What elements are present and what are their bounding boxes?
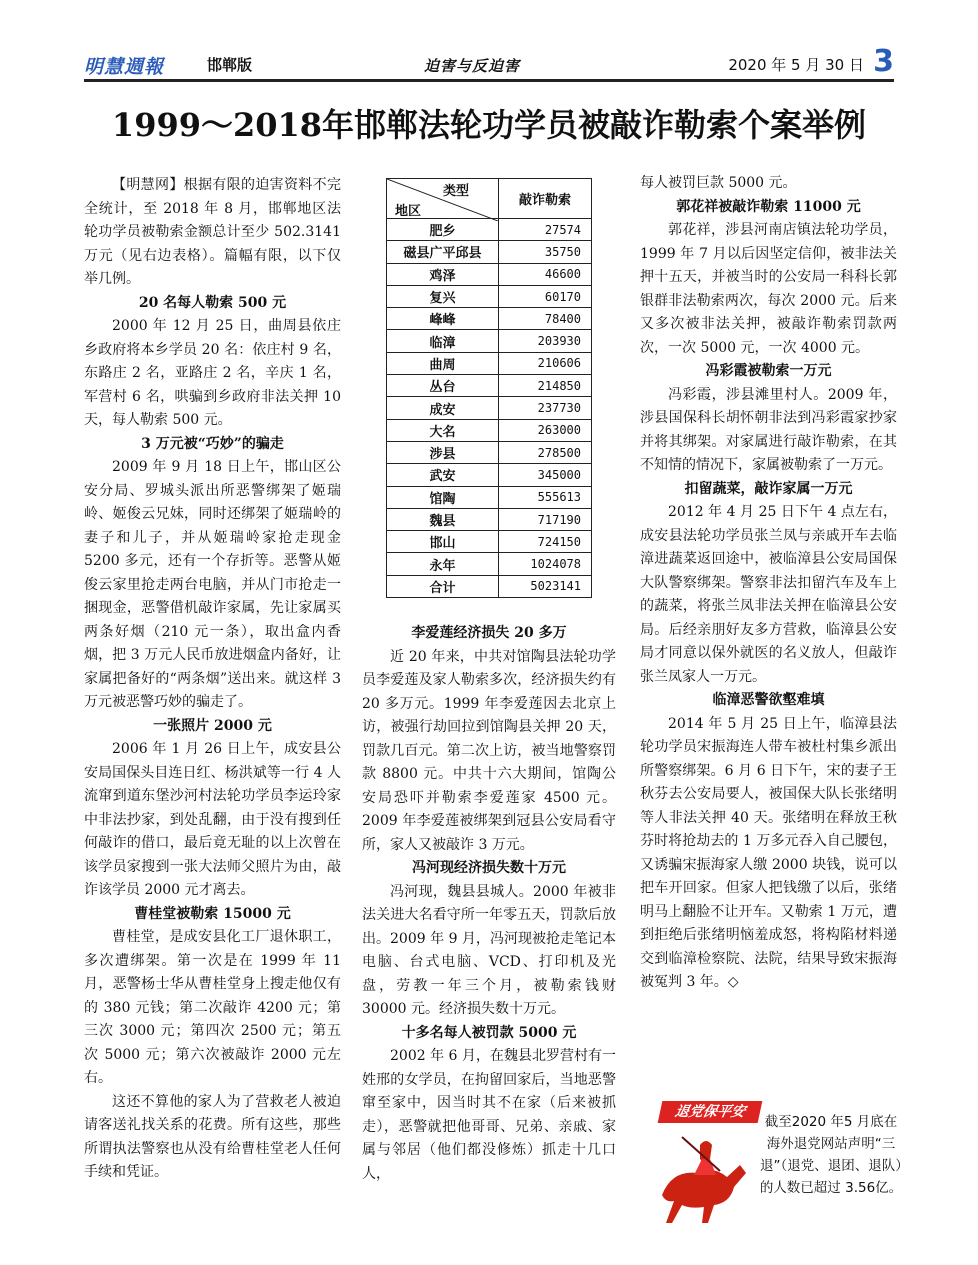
amount-cell: 46600 [499, 263, 592, 285]
issue-date: 2020 年 5 月 30 日 [728, 56, 864, 74]
promo-badge: 退党保平安 [658, 1101, 763, 1123]
paragraph: 冯彩霞，涉县滩里村人。2009 年，涉县国保科长胡怀朝非法到冯彩霞家抄家并将其绑架。对家属进行敲诈勒索，在其不知情的情况下，家属被勒索了一万元。 [640, 386, 897, 473]
region-cell: 曲周 [387, 352, 499, 374]
amount-cell: 263000 [499, 419, 592, 441]
region-cell: 大名 [387, 419, 499, 441]
table-row [387, 531, 592, 553]
table-row [387, 419, 592, 441]
table-row [387, 553, 592, 575]
table-row [387, 508, 592, 530]
intro-paragraph: 【明慧网】根据有限的迫害资料不完全统计，至 2018 年 8 月，邯郸地区法轮功学员被勒索金额总计至少 502.3141 万元（见右边表格）。篇幅有限，以下仅举几例。 [84, 177, 341, 287]
subhead: 曹桂堂被勒索 15000 元 [134, 905, 291, 922]
paragraph: 2000 年 12 月 25 日，曲周县依庄乡政府将本乡学员 20 名：依庄村 9 名，东路庄 2 名，亚路庄 2 名，辛庆 1 名，军营村 6 名，哄骗到乡政府非法关押 10 天，每人勒索 500 元。 [84, 318, 341, 428]
amount-cell: 5023141 [499, 575, 592, 597]
header-type: 类型 [443, 184, 470, 199]
amount-cell: 278500 [499, 441, 592, 463]
subhead: 郭花祥被敲诈勒索 11000 元 [676, 198, 861, 215]
amount-cell: 27574 [499, 219, 592, 241]
paragraph: 2012 年 4 月 25 日下午 4 点左右，成安县法轮功学员张兰凤与亲戚开车去临漳进蔬菜返回途中，被临漳县公安局国保大队警察绑架。警察非法扣留汽车及车上的蔬菜，将张兰凤非法关押在临漳县公安局。后经亲朋好友多方营救，临漳县公安局才同意以保外就医的名义放人，但敲诈张兰凤家人一万元。 [640, 504, 897, 685]
page-number: 3 [873, 44, 894, 79]
table-diagonal-header [387, 179, 499, 219]
subhead: 扣留蔬菜，敲诈家属一万元 [684, 480, 853, 497]
paragraph: 2014 年 5 月 25 日上午，临漳县法轮功学员宋振海连人带车被杜村集乡派出所警察绑架。6 月 6 日下午，宋的妻子王秋芬去公安局要人，被国保大队长张绪明等人非法关押 40 天。张绪明在释放王秋芬时将抢劫去的 1 万多元吞入自己腰包，又诱骗宋振海家人缴 2000 块钱，说可以把车开回家。但家人把钱缴了以后，张绪明马上翻脸不让开车。又勒索 1 万元，遭到拒绝后张绪明恼羞成怒，将构陷材料递交到临漳检察院、法院，结果导致宋振海被冤判 3 年。◇ [640, 715, 897, 990]
table-row [387, 575, 592, 597]
paragraph: 冯河现，魏县县城人。2000 年被非法关进大名看守所一年零五天，罚款后放出。2009 年 9 月，冯河现被抢走笔记本电脑、台式电脑、VCD、打印机及光盘，劳教一年三个月，被勒索钱财 30000 元。经济损失数十万元。 [362, 883, 616, 1017]
amount-cell: 1024078 [499, 553, 592, 575]
amount-cell: 78400 [499, 308, 592, 330]
page-header [84, 44, 894, 80]
region-cell: 永年 [387, 553, 499, 575]
column-3 [640, 172, 897, 995]
region-cell: 成安 [387, 397, 499, 419]
table-row [387, 308, 592, 330]
paragraph: 这还不算他的家人为了营救老人被迫请客送礼找关系的花费。所有这些，那些所谓执法警察也从没有给曹桂堂老人任何手续和凭证。 [84, 1093, 341, 1180]
subhead: 3 万元被“巧妙”的骗走 [141, 435, 284, 452]
edition-label: 邯郸版 [207, 56, 253, 74]
amount-cell: 210606 [499, 352, 592, 374]
header-amount: 敲诈勒索 [499, 179, 592, 219]
amount-cell: 60170 [499, 285, 592, 307]
promo-text: 截至2020 年5 月底在海外退党网站声明“三退”（退党、退团、退队）的人数已超过 3.56亿。 [759, 1114, 903, 1196]
subhead: 李爱莲经济损失 20 多万 [411, 625, 567, 641]
table-row [387, 375, 592, 397]
region-cell: 峰峰 [387, 308, 499, 330]
paragraph: 2009 年 9 月 18 日上午，邯山区公安分局、罗城头派出所恶警绑架了姬瑞岭、姬俊云兄妹，同时还绑架了姬瑞岭的妻子和儿子，并从姬瑞岭家抢走现金 5200 多元，还有一个存折等。恶警从姬俊云家里抢走两台电脑，并从门市抢走一捆现金，恶警借机敲诈家属，先让家属买两条好烟（210 元一条），取出盒内香烟，把 3 万元人民币放进烟盒内备好，让家属把备好的“两条烟”送出来。就这样 3 万元被恶警巧妙的骗走了。 [84, 459, 341, 710]
region-cell: 丛台 [387, 375, 499, 397]
paragraph: 曹桂堂，是成安县化工厂退休职工，多次遭绑架。第一次是在 1999 年 11 月，恶警杨士华从曹桂堂身上搜走他仅有的 380 元钱；第二次敲诈 4200 元；第三次 3000 元；第四次 2500 元；第五次 5000 元；第六次被敲诈 2000 元左右。 [84, 929, 341, 1086]
amount-cell: 214850 [499, 375, 592, 397]
paragraph: 郭花祥，涉县河南店镇法轮功学员，1999 年 7 月以后因坚定信仰，被非法关押十五天，并被当时的公安局一科科长郭银群非法勒索两次，每次 2000 元。后来又多次被非法关押，被敲诈勒索罚款两次，一次 5000 元，一次 4000 元。 [640, 222, 897, 356]
table-row [387, 219, 592, 241]
paragraph: 2006 年 1 月 26 日上午，成安县公安局国保头目连日红、杨洪斌等一行 4 人流窜到道东堡沙河村法轮功学员李运玲家中非法抄家，到处乱翻，由于没有搜到任何敲诈的借口，最后竟无耻的以上次曾在该学员家搜到一张大法师父照片为由，敲诈该学员 2000 元才离去。 [84, 741, 341, 898]
table-row [387, 263, 592, 285]
subhead: 冯河现经济损失数十万元 [412, 860, 566, 876]
amount-cell: 35750 [499, 241, 592, 263]
paragraph: 近 20 年来，中共对馆陶县法轮功学员李爱莲及家人勒索多次，经济损失约有 20 多万元。1999 年李爱莲因去北京上访，被强行劫回拉到馆陶县关押 20 天，罚款几百元。第二次上访，被当地警察罚款 8800 元。中共十六大期间，馆陶公安局恐吓并勒索李爱莲家 4500 元。2009 年李爱莲被绑架到冠县公安局看守所，家人又被敲诈 3 万元。 [362, 648, 616, 853]
table-row [387, 441, 592, 463]
column-1 [84, 174, 341, 1185]
subhead: 临漳恶警欲壑难填 [712, 692, 825, 708]
region-cell: 魏县 [387, 508, 499, 530]
paragraph: 2002 年 6 月，在魏县北罗营村有一姓邢的女学员，在拘留回家后，当地恶警窜至家中，因当时其不在家（后来被抓走），恶警就把他哥哥、兄弟、亲戚、家属与邻居（他们都没修炼）抓走十几口人， [362, 1048, 616, 1182]
region-cell: 馆陶 [387, 486, 499, 508]
paragraph: 每人被罚巨款 5000 元。 [640, 175, 797, 191]
table-row [387, 464, 592, 486]
section-title: 迫害与反迫害 [424, 57, 521, 75]
quit-party-promo [640, 1093, 902, 1213]
header-rule [84, 79, 894, 82]
table-row [387, 352, 592, 374]
brand-logo: 明慧週報 [84, 56, 165, 78]
headline: 1999～2018年邯郸法轮功学员被敲诈勒索个案举例 [111, 106, 867, 144]
region-cell: 磁县广平邱县 [387, 241, 499, 263]
region-cell: 鸡泽 [387, 263, 499, 285]
region-cell: 武安 [387, 464, 499, 486]
column-2 [362, 622, 616, 1186]
amount-cell: 724150 [499, 531, 592, 553]
amount-cell: 203930 [499, 330, 592, 352]
table-row [387, 330, 592, 352]
region-cell: 合计 [387, 575, 499, 597]
table-row [387, 241, 592, 263]
extortion-table [386, 178, 592, 598]
amount-cell: 345000 [499, 464, 592, 486]
amount-cell: 237730 [499, 397, 592, 419]
region-cell: 复兴 [387, 285, 499, 307]
subhead: 冯彩霞被勒索一万元 [705, 363, 832, 379]
subhead: 十多名每人被罚款 5000 元 [401, 1024, 577, 1041]
region-cell: 临漳 [387, 330, 499, 352]
table-row [387, 285, 592, 307]
table-row [387, 397, 592, 419]
header-region: 地区 [395, 204, 422, 219]
horse-rider-icon [642, 1125, 760, 1235]
table-row [387, 486, 592, 508]
subhead: 一张照片 2000 元 [153, 717, 272, 734]
amount-cell: 555613 [499, 486, 592, 508]
subhead: 20 名每人勒索 500 元 [138, 294, 287, 311]
amount-cell: 717190 [499, 508, 592, 530]
region-cell: 肥乡 [387, 219, 499, 241]
region-cell: 涉县 [387, 441, 499, 463]
region-cell: 邯山 [387, 531, 499, 553]
